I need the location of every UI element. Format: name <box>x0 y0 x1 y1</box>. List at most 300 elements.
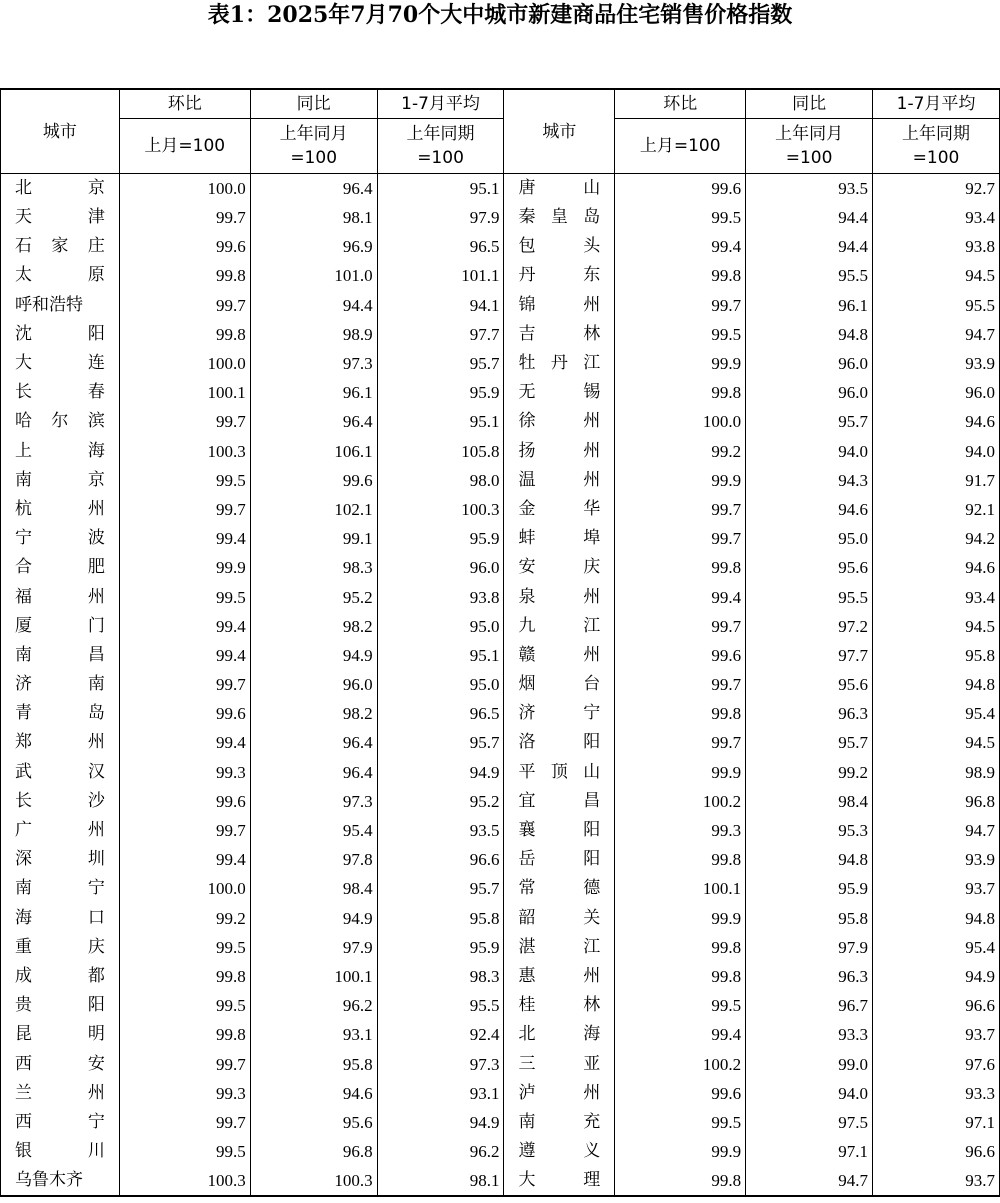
avg-cell-left: 94.9 <box>377 1108 504 1137</box>
header-avg-base-left <box>377 119 504 174</box>
avg-cell-left: 96.0 <box>377 553 504 582</box>
yoy-cell-left: 97.3 <box>250 349 377 378</box>
city-cell-left: 海口 <box>1 904 120 933</box>
avg-cell-right: 96.6 <box>873 991 1000 1020</box>
yoy-cell-right: 94.8 <box>746 845 873 874</box>
header-avg-base-right <box>873 119 1000 174</box>
table-row <box>1 728 1000 757</box>
yoy-cell-right: 97.9 <box>746 933 873 962</box>
table-row <box>1 612 1000 641</box>
table-row <box>1 1079 1000 1108</box>
city-cell-right: 北海 <box>504 1020 615 1049</box>
city-cell-right: 遵义 <box>504 1137 615 1166</box>
mom-cell-left: 99.4 <box>119 641 250 670</box>
table-body <box>1 174 1000 1197</box>
mom-cell-right: 99.5 <box>615 203 746 232</box>
city-cell-right: 三亚 <box>504 1049 615 1078</box>
yoy-cell-left: 97.8 <box>250 845 377 874</box>
avg-cell-right: 94.8 <box>873 670 1000 699</box>
table-row <box>1 203 1000 232</box>
yoy-cell-right: 94.4 <box>746 203 873 232</box>
mom-cell-left: 99.4 <box>119 845 250 874</box>
table-row <box>1 787 1000 816</box>
city-cell-left: 武汉 <box>1 758 120 787</box>
mom-cell-right: 99.9 <box>615 758 746 787</box>
city-cell-left: 沈阳 <box>1 320 120 349</box>
yoy-cell-left: 96.4 <box>250 728 377 757</box>
yoy-cell-left: 96.4 <box>250 174 377 204</box>
header-yoy-base-right <box>746 119 873 174</box>
city-cell-right: 包头 <box>504 232 615 261</box>
avg-cell-left: 96.5 <box>377 232 504 261</box>
table-row <box>1 641 1000 670</box>
yoy-cell-left: 101.0 <box>250 261 377 290</box>
yoy-cell-left: 94.6 <box>250 1079 377 1108</box>
yoy-cell-right: 94.8 <box>746 320 873 349</box>
city-cell-right: 襄阳 <box>504 816 615 845</box>
avg-cell-right: 94.6 <box>873 407 1000 436</box>
city-cell-right: 无锡 <box>504 378 615 407</box>
mom-cell-right: 100.2 <box>615 787 746 816</box>
header-yoy-base-line2: =100 <box>290 148 338 168</box>
avg-cell-right: 92.1 <box>873 495 1000 524</box>
table-row <box>1 991 1000 1020</box>
mom-cell-right: 99.7 <box>615 612 746 641</box>
city-cell-right: 南充 <box>504 1108 615 1137</box>
yoy-cell-left: 100.1 <box>250 962 377 991</box>
avg-cell-right: 92.7 <box>873 174 1000 204</box>
mom-cell-left: 99.7 <box>119 291 250 320</box>
mom-cell-right: 99.9 <box>615 904 746 933</box>
yoy-cell-left: 106.1 <box>250 437 377 466</box>
avg-cell-left: 92.4 <box>377 1020 504 1049</box>
yoy-cell-right: 96.3 <box>746 962 873 991</box>
mom-cell-left: 99.8 <box>119 320 250 349</box>
mom-cell-left: 99.3 <box>119 758 250 787</box>
mom-cell-right: 100.2 <box>615 1049 746 1078</box>
yoy-cell-right: 99.0 <box>746 1049 873 1078</box>
city-cell-left: 北京 <box>1 174 120 204</box>
avg-cell-right: 94.9 <box>873 962 1000 991</box>
mom-cell-right: 99.5 <box>615 991 746 1020</box>
table-row <box>1 553 1000 582</box>
city-cell-left: 重庆 <box>1 933 120 962</box>
yoy-cell-left: 94.9 <box>250 904 377 933</box>
mom-cell-right: 99.8 <box>615 378 746 407</box>
table-title: 表1：2025年7月70个大中城市新建商品住宅销售价格指数 <box>207 2 793 28</box>
header-mom-base-right: 上月=100 <box>615 119 746 174</box>
avg-cell-right: 98.9 <box>873 758 1000 787</box>
yoy-cell-right: 95.7 <box>746 407 873 436</box>
city-cell-left: 西宁 <box>1 1108 120 1137</box>
city-cell-left: 济南 <box>1 670 120 699</box>
price-index-table <box>0 88 1000 1197</box>
city-cell-right: 洛阳 <box>504 728 615 757</box>
yoy-cell-right: 96.7 <box>746 991 873 1020</box>
avg-cell-right: 94.5 <box>873 612 1000 641</box>
mom-cell-right: 99.3 <box>615 816 746 845</box>
city-cell-right: 济宁 <box>504 699 615 728</box>
avg-cell-left: 105.8 <box>377 437 504 466</box>
city-cell-right: 锦州 <box>504 291 615 320</box>
avg-cell-left: 95.9 <box>377 933 504 962</box>
avg-cell-right: 95.4 <box>873 933 1000 962</box>
avg-cell-left: 98.0 <box>377 466 504 495</box>
city-cell-left: 宁波 <box>1 524 120 553</box>
mom-cell-left: 100.3 <box>119 437 250 466</box>
mom-cell-right: 99.4 <box>615 232 746 261</box>
yoy-cell-left: 96.9 <box>250 232 377 261</box>
mom-cell-left: 99.4 <box>119 612 250 641</box>
mom-cell-left: 100.0 <box>119 874 250 903</box>
city-cell-right: 宜昌 <box>504 787 615 816</box>
yoy-cell-right: 95.9 <box>746 874 873 903</box>
city-cell-right: 蚌埠 <box>504 524 615 553</box>
avg-cell-right: 96.8 <box>873 787 1000 816</box>
mom-cell-left: 99.4 <box>119 524 250 553</box>
city-cell-left: 天津 <box>1 203 120 232</box>
city-cell-left: 西安 <box>1 1049 120 1078</box>
city-cell-left: 南昌 <box>1 641 120 670</box>
header-mom-left: 环比 <box>119 89 250 119</box>
city-cell-right: 韶关 <box>504 904 615 933</box>
city-cell-right: 唐山 <box>504 174 615 204</box>
table-row <box>1 816 1000 845</box>
header-avg-base-line2: =100 <box>912 148 960 168</box>
mom-cell-left: 99.8 <box>119 261 250 290</box>
header-avg-right: 1-7月平均 <box>873 89 1000 119</box>
avg-cell-right: 95.5 <box>873 291 1000 320</box>
avg-cell-right: 91.7 <box>873 466 1000 495</box>
mom-cell-right: 99.6 <box>615 641 746 670</box>
yoy-cell-right: 97.5 <box>746 1108 873 1137</box>
mom-cell-left: 99.3 <box>119 1079 250 1108</box>
mom-cell-left: 99.8 <box>119 962 250 991</box>
mom-cell-left: 99.4 <box>119 728 250 757</box>
yoy-cell-right: 97.2 <box>746 612 873 641</box>
yoy-cell-left: 98.1 <box>250 203 377 232</box>
city-cell-left: 南京 <box>1 466 120 495</box>
yoy-cell-right: 93.3 <box>746 1020 873 1049</box>
header-mom-right: 环比 <box>615 89 746 119</box>
city-cell-right: 湛江 <box>504 933 615 962</box>
yoy-cell-right: 95.8 <box>746 904 873 933</box>
table-row <box>1 670 1000 699</box>
mom-cell-right: 99.9 <box>615 466 746 495</box>
header-yoy-right: 同比 <box>746 89 873 119</box>
mom-cell-left: 99.6 <box>119 787 250 816</box>
city-cell-right: 大理 <box>504 1166 615 1196</box>
avg-cell-right: 94.7 <box>873 816 1000 845</box>
yoy-cell-right: 99.2 <box>746 758 873 787</box>
yoy-cell-left: 96.2 <box>250 991 377 1020</box>
yoy-cell-right: 95.5 <box>746 582 873 611</box>
city-cell-right: 丹东 <box>504 261 615 290</box>
table-row <box>1 466 1000 495</box>
table-row <box>1 1166 1000 1196</box>
table-row <box>1 904 1000 933</box>
mom-cell-left: 99.6 <box>119 232 250 261</box>
mom-cell-right: 99.8 <box>615 962 746 991</box>
avg-cell-right: 93.4 <box>873 203 1000 232</box>
city-cell-right: 吉林 <box>504 320 615 349</box>
city-cell-left: 长春 <box>1 378 120 407</box>
mom-cell-right: 99.9 <box>615 1137 746 1166</box>
mom-cell-right: 99.4 <box>615 582 746 611</box>
mom-cell-left: 99.7 <box>119 495 250 524</box>
city-cell-right: 金华 <box>504 495 615 524</box>
city-cell-right: 惠州 <box>504 962 615 991</box>
city-cell-left: 合肥 <box>1 553 120 582</box>
header-yoy-base-line1: 上年同月 <box>279 124 348 144</box>
avg-cell-left: 94.1 <box>377 291 504 320</box>
avg-cell-left: 95.8 <box>377 904 504 933</box>
avg-cell-right: 96.6 <box>873 1137 1000 1166</box>
city-cell-right: 桂林 <box>504 991 615 1020</box>
city-cell-right: 岳阳 <box>504 845 615 874</box>
table-row <box>1 349 1000 378</box>
yoy-cell-right: 94.0 <box>746 1079 873 1108</box>
city-cell-right: 安庆 <box>504 553 615 582</box>
yoy-cell-right: 97.7 <box>746 641 873 670</box>
avg-cell-left: 97.7 <box>377 320 504 349</box>
city-cell-left: 大连 <box>1 349 120 378</box>
mom-cell-right: 100.0 <box>615 407 746 436</box>
yoy-cell-left: 98.3 <box>250 553 377 582</box>
yoy-cell-right: 96.0 <box>746 378 873 407</box>
avg-cell-left: 95.5 <box>377 991 504 1020</box>
table-row <box>1 437 1000 466</box>
city-cell-left: 青岛 <box>1 699 120 728</box>
yoy-cell-right: 95.3 <box>746 816 873 845</box>
table-row <box>1 261 1000 290</box>
avg-cell-left: 95.0 <box>377 612 504 641</box>
avg-cell-left: 95.9 <box>377 524 504 553</box>
avg-cell-left: 95.2 <box>377 787 504 816</box>
avg-cell-right: 93.9 <box>873 845 1000 874</box>
yoy-cell-left: 96.0 <box>250 670 377 699</box>
avg-cell-left: 95.1 <box>377 641 504 670</box>
table-row <box>1 495 1000 524</box>
yoy-cell-right: 96.0 <box>746 349 873 378</box>
city-cell-right: 平顶山 <box>504 758 615 787</box>
table-row <box>1 407 1000 436</box>
yoy-cell-left: 96.4 <box>250 407 377 436</box>
yoy-cell-right: 95.5 <box>746 261 873 290</box>
yoy-cell-right: 94.0 <box>746 437 873 466</box>
avg-cell-left: 93.5 <box>377 816 504 845</box>
mom-cell-left: 100.0 <box>119 349 250 378</box>
mom-cell-right: 99.7 <box>615 524 746 553</box>
header-yoy-base-line1: 上年同月 <box>775 124 844 144</box>
yoy-cell-left: 95.4 <box>250 816 377 845</box>
avg-cell-left: 95.7 <box>377 874 504 903</box>
mom-cell-left: 99.7 <box>119 670 250 699</box>
city-cell-left: 银川 <box>1 1137 120 1166</box>
mom-cell-right: 99.8 <box>615 553 746 582</box>
avg-cell-right: 96.0 <box>873 378 1000 407</box>
mom-cell-right: 99.8 <box>615 261 746 290</box>
avg-cell-left: 95.1 <box>377 174 504 204</box>
avg-cell-left: 98.3 <box>377 962 504 991</box>
mom-cell-right: 99.7 <box>615 291 746 320</box>
yoy-cell-left: 98.4 <box>250 874 377 903</box>
city-cell-right: 常德 <box>504 874 615 903</box>
yoy-cell-right: 95.6 <box>746 670 873 699</box>
city-cell-left: 杭州 <box>1 495 120 524</box>
avg-cell-right: 94.5 <box>873 728 1000 757</box>
yoy-cell-right: 98.4 <box>746 787 873 816</box>
mom-cell-right: 99.8 <box>615 699 746 728</box>
avg-cell-right: 95.8 <box>873 641 1000 670</box>
avg-cell-left: 95.7 <box>377 349 504 378</box>
header-avg-base-line1: 上年同期 <box>406 124 475 144</box>
mom-cell-right: 99.6 <box>615 1079 746 1108</box>
city-cell-right: 泸州 <box>504 1079 615 1108</box>
city-cell-left: 上海 <box>1 437 120 466</box>
yoy-cell-left: 97.9 <box>250 933 377 962</box>
yoy-cell-right: 94.4 <box>746 232 873 261</box>
yoy-cell-left: 96.1 <box>250 378 377 407</box>
yoy-cell-right: 95.6 <box>746 553 873 582</box>
avg-cell-left: 101.1 <box>377 261 504 290</box>
avg-cell-left: 98.1 <box>377 1166 504 1196</box>
mom-cell-left: 99.7 <box>119 1049 250 1078</box>
city-cell-left: 南宁 <box>1 874 120 903</box>
city-cell-left: 乌鲁木齐 <box>1 1166 120 1196</box>
yoy-cell-left: 96.4 <box>250 758 377 787</box>
city-cell-left: 兰州 <box>1 1079 120 1108</box>
mom-cell-left: 100.3 <box>119 1166 250 1196</box>
mom-cell-left: 99.5 <box>119 933 250 962</box>
mom-cell-left: 99.5 <box>119 991 250 1020</box>
city-cell-left: 呼和浩特 <box>1 291 120 320</box>
table-row <box>1 1108 1000 1137</box>
yoy-cell-right: 93.5 <box>746 174 873 204</box>
mom-cell-right: 99.5 <box>615 320 746 349</box>
mom-cell-left: 99.7 <box>119 1108 250 1137</box>
avg-cell-left: 97.9 <box>377 203 504 232</box>
mom-cell-left: 100.0 <box>119 174 250 204</box>
avg-cell-right: 93.4 <box>873 582 1000 611</box>
city-cell-left: 福州 <box>1 582 120 611</box>
header-city-right: 城市 <box>504 89 615 174</box>
yoy-cell-left: 94.4 <box>250 291 377 320</box>
mom-cell-right: 99.8 <box>615 1166 746 1196</box>
avg-cell-left: 100.3 <box>377 495 504 524</box>
header-mom-base-left: 上月=100 <box>119 119 250 174</box>
mom-cell-left: 99.2 <box>119 904 250 933</box>
mom-cell-left: 99.5 <box>119 466 250 495</box>
city-cell-right: 牡丹江 <box>504 349 615 378</box>
avg-cell-left: 95.0 <box>377 670 504 699</box>
mom-cell-right: 99.9 <box>615 349 746 378</box>
mom-cell-right: 99.6 <box>615 174 746 204</box>
avg-cell-left: 96.6 <box>377 845 504 874</box>
table-row <box>1 699 1000 728</box>
table-row <box>1 933 1000 962</box>
table-row <box>1 1137 1000 1166</box>
mom-cell-left: 99.6 <box>119 699 250 728</box>
avg-cell-left: 95.7 <box>377 728 504 757</box>
avg-cell-right: 94.0 <box>873 437 1000 466</box>
mom-cell-right: 99.2 <box>615 437 746 466</box>
header-city-left: 城市 <box>1 89 120 174</box>
city-cell-left: 成都 <box>1 962 120 991</box>
table-row <box>1 232 1000 261</box>
mom-cell-left: 99.9 <box>119 553 250 582</box>
avg-cell-right: 97.1 <box>873 1108 1000 1137</box>
yoy-cell-right: 97.1 <box>746 1137 873 1166</box>
avg-cell-right: 93.3 <box>873 1079 1000 1108</box>
mom-cell-left: 99.7 <box>119 407 250 436</box>
header-yoy-base-line2: =100 <box>785 148 833 168</box>
yoy-cell-left: 95.8 <box>250 1049 377 1078</box>
city-cell-left: 深圳 <box>1 845 120 874</box>
avg-cell-right: 93.7 <box>873 874 1000 903</box>
city-cell-left: 厦门 <box>1 612 120 641</box>
avg-cell-right: 97.6 <box>873 1049 1000 1078</box>
mom-cell-left: 99.8 <box>119 1020 250 1049</box>
header-avg-base-line2: =100 <box>417 148 464 168</box>
yoy-cell-left: 95.6 <box>250 1108 377 1137</box>
avg-cell-right: 94.6 <box>873 553 1000 582</box>
yoy-cell-left: 94.9 <box>250 641 377 670</box>
mom-cell-left: 99.5 <box>119 582 250 611</box>
city-cell-right: 烟台 <box>504 670 615 699</box>
city-cell-left: 太原 <box>1 261 120 290</box>
avg-cell-left: 93.1 <box>377 1079 504 1108</box>
header-yoy-left: 同比 <box>250 89 377 119</box>
yoy-cell-left: 97.3 <box>250 787 377 816</box>
city-cell-left: 长沙 <box>1 787 120 816</box>
mom-cell-right: 100.1 <box>615 874 746 903</box>
yoy-cell-right: 95.7 <box>746 728 873 757</box>
table-row <box>1 1020 1000 1049</box>
avg-cell-right: 93.7 <box>873 1166 1000 1196</box>
avg-cell-right: 95.4 <box>873 699 1000 728</box>
avg-cell-right: 93.9 <box>873 349 1000 378</box>
mom-cell-right: 99.4 <box>615 1020 746 1049</box>
yoy-cell-left: 93.1 <box>250 1020 377 1049</box>
avg-cell-right: 94.5 <box>873 261 1000 290</box>
yoy-cell-left: 99.1 <box>250 524 377 553</box>
mom-cell-left: 100.1 <box>119 378 250 407</box>
mom-cell-right: 99.7 <box>615 728 746 757</box>
table-row <box>1 291 1000 320</box>
mom-cell-left: 99.7 <box>119 816 250 845</box>
mom-cell-left: 99.7 <box>119 203 250 232</box>
mom-cell-right: 99.7 <box>615 495 746 524</box>
city-cell-left: 广州 <box>1 816 120 845</box>
header-avg-base-line1: 上年同期 <box>902 124 971 144</box>
avg-cell-right: 94.8 <box>873 904 1000 933</box>
mom-cell-right: 99.5 <box>615 1108 746 1137</box>
table-row <box>1 524 1000 553</box>
yoy-cell-left: 99.6 <box>250 466 377 495</box>
yoy-cell-right: 94.7 <box>746 1166 873 1196</box>
mom-cell-right: 99.8 <box>615 845 746 874</box>
table-row <box>1 174 1000 204</box>
city-cell-right: 扬州 <box>504 437 615 466</box>
yoy-cell-left: 98.2 <box>250 612 377 641</box>
mom-cell-right: 99.7 <box>615 670 746 699</box>
city-cell-right: 徐州 <box>504 407 615 436</box>
table-row <box>1 874 1000 903</box>
yoy-cell-left: 100.3 <box>250 1166 377 1196</box>
city-cell-right: 九江 <box>504 612 615 641</box>
city-cell-left: 贵阳 <box>1 991 120 1020</box>
